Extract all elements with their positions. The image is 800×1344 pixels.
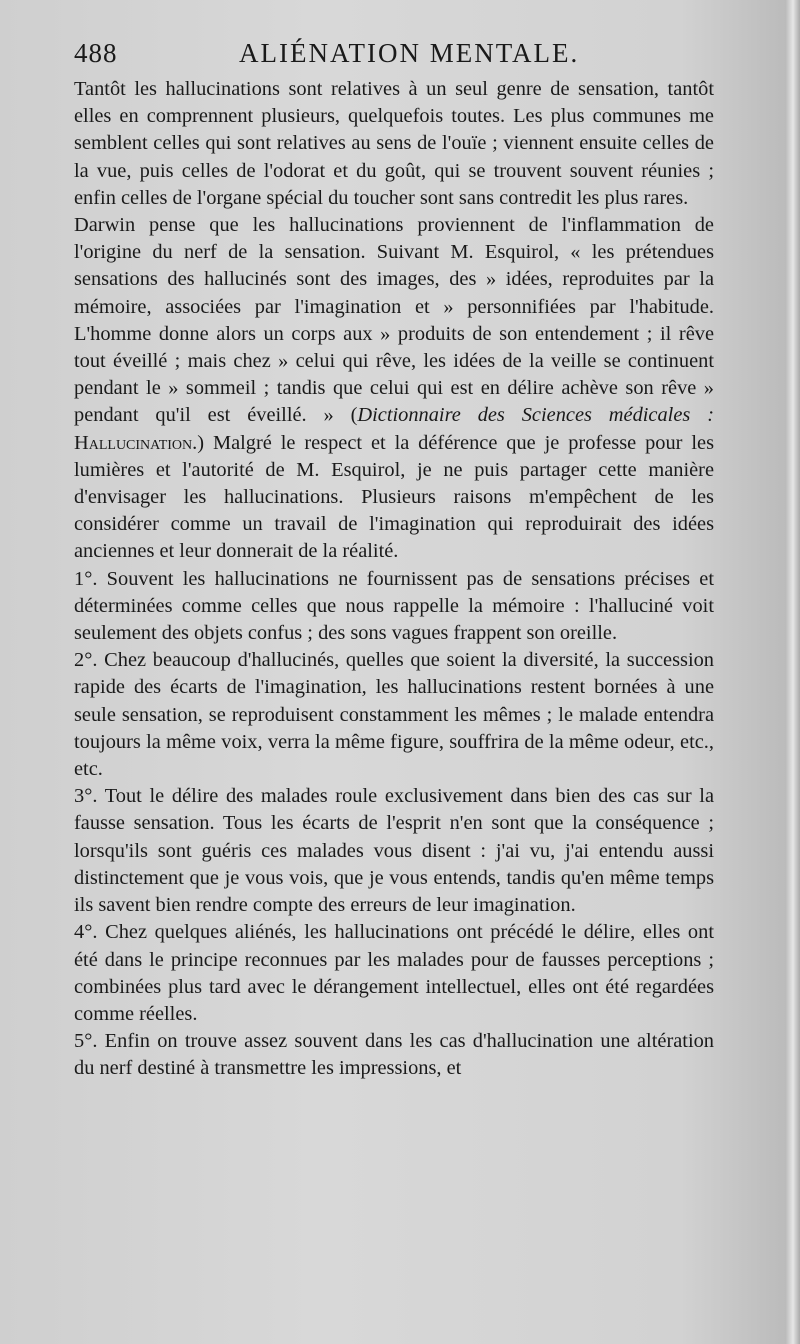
paragraph-2	[74, 212, 714, 566]
citation-title: Dictionnaire des Sciences médicales :	[357, 404, 714, 427]
paragraph-7: 5°. Enfin on trouve assez souvent dans les cas d'hallucination une altération du nerf destiné à transmettre les impressions, et	[74, 1030, 714, 1080]
paragraph-3: 1°. Souvent les hallucinations ne fournissent pas de sensations précises et déterminées comme celles que nous rappelle la mémoire : l'halluciné voit seulement des objets confus ; des sons vagues frappent son oreille.	[74, 567, 714, 645]
paragraph-1: Tantôt les hallucinations sont relatives à un seul genre de sensation, tantôt elles en comprennent plusieurs, quelquefois toutes. Les plus communes me semblent celles qui sont relatives au sens de l'ouïe ; viennent ensuite celles de la vue, puis celles de l'odorat et du goût, qui se trouvent souvent réunies ; enfin celles de l'organe spécial du toucher sont sans contredit les plus rares.	[74, 78, 714, 209]
paragraph-4: 2°. Chez beaucoup d'hallucinés, quelles que soient la diversité, la succession rapide des écarts de l'imagination, les hallucinations restent bornées à une seule sensation, se reproduisent constamment les mêmes ; le malade entendra toujours la même voix, verra la même figure, souffrira de la même odeur, etc., etc.	[74, 649, 714, 781]
paragraph-2-part-a: Darwin pense que les hallucinations proviennent de l'inflammation de l'origine du nerf de la sensation. Suivant M. Esquirol, « les prétendues sensations des hallucinés sont des images, des » idées, reproduites par la mémoire, associées par l'imagination et » personnifiées par l'habitude. L'homme donne alors un corps aux » produits de son entendement ; il rêve tout éveillé ; mais chez » celui qui rêve, les idées de la veille se continuent pendant le » sommeil ; tandis que celui qui est en délire achève son rêve » pendant qu'il est éveillé. » (	[74, 214, 714, 427]
page-edge-shadow	[786, 0, 800, 1344]
paragraph-5: 3°. Tout le délire des malades roule exclusivement dans bien des cas sur la fausse sensation. Tous les écarts de l'esprit n'en sont que la conséquence ; lorsqu'ils sont guéris ces malades vous disent : j'ai vu, j'ai entendu aussi distinctement que je vous vois, que je vous entends, tandis qu'en même temps ils savent bien rendre compte des erreurs de leur imagination.	[74, 785, 714, 917]
citation-entry: Hallucination	[74, 431, 193, 454]
paragraph-2-part-b: .) Malgré le respect et la déférence que je professe pour les lumières et l'autorité de M. Esquirol, je ne puis partager cette manière d'envisager les hallucinations. Plusieurs raisons m'empêchent de les considérer comme un travail de l'imagination qui reproduirait des idées anciennes et leur donnerait de la réalité.	[74, 431, 714, 563]
page-header	[74, 38, 714, 74]
running-title: ALIÉNATION MENTALE.	[239, 38, 580, 68]
page-number: 488	[74, 38, 118, 68]
body-text	[74, 76, 714, 1083]
paragraph-6: 4°. Chez quelques aliénés, les hallucinations ont précédé le délire, elles ont été dans le principe reconnues par les malades pour de fausses perceptions ; combinées plus tard avec le dérangement intellectuel, elles ont été regardées comme réelles.	[74, 921, 714, 1025]
